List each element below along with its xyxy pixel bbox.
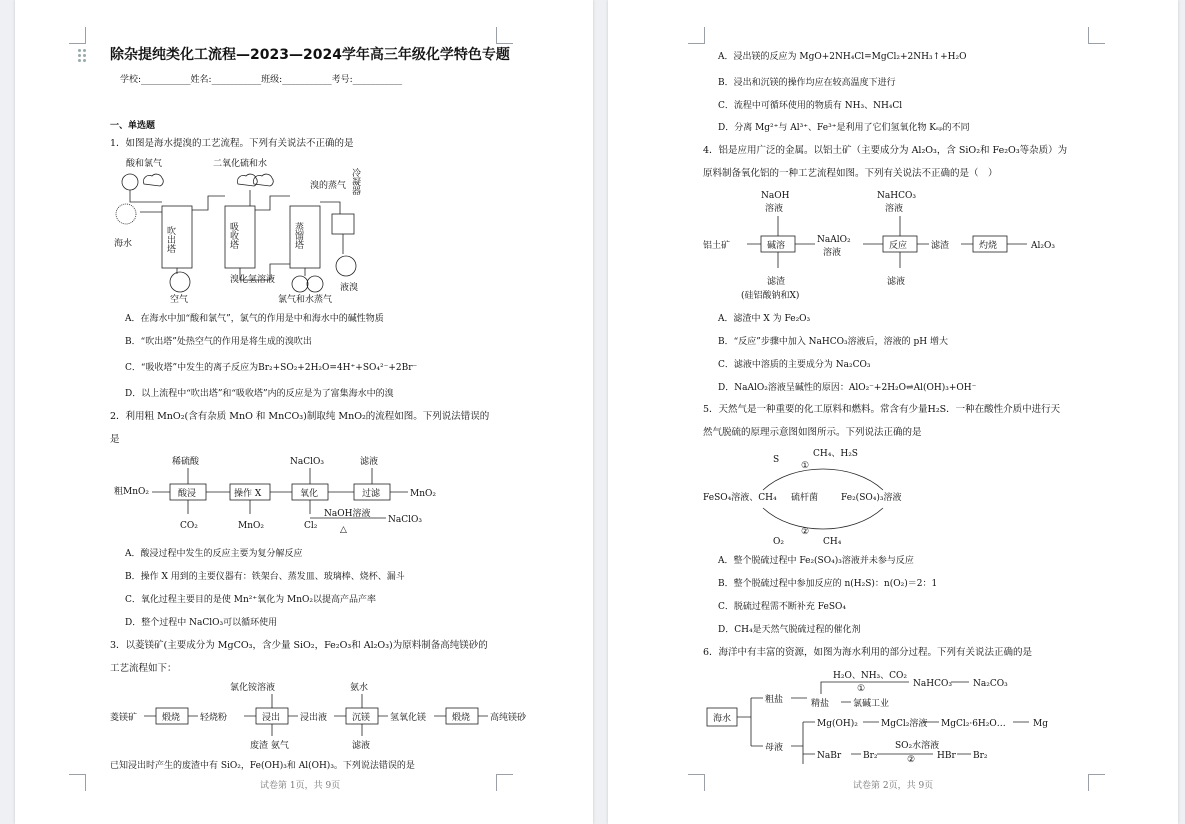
label-residue-2b: (硅铝酸钠和X) bbox=[741, 291, 800, 301]
label-nahco3: NaHCO₃ bbox=[913, 679, 952, 689]
q2-option-a: A．酸浸过程中发生的反应主要为复分解反应 bbox=[125, 549, 303, 559]
label-br-steam: 溴的蒸气 bbox=[310, 181, 347, 191]
label-nabr: NaBr bbox=[817, 751, 842, 761]
label-nahco3: NaHCO₃ bbox=[877, 191, 916, 201]
label-residue-2: 滤渣 bbox=[767, 277, 786, 287]
label-crude-salt: 粗盐 bbox=[765, 695, 784, 705]
q3-diagram bbox=[110, 678, 530, 754]
box-calcine-2: 煅烧 bbox=[452, 713, 471, 723]
q2-option-c: C．氧化过程主要目的是使 Mn²⁺氧化为 MnO₂以提高产品产率 bbox=[125, 595, 376, 605]
q3-option-d: D．分离 Mg²⁺与 Al³⁺、Fe³⁺是利用了它们氢氧化物 Kₛₚ的不同 bbox=[718, 123, 970, 133]
q2-diagram bbox=[110, 452, 455, 540]
crop-mark bbox=[688, 774, 705, 791]
page-footer: 试卷第 2页，共 9页 bbox=[853, 781, 934, 791]
label-waste: 废渣 氨气 bbox=[250, 741, 289, 751]
page-footer: 试卷第 1页，共 9页 bbox=[260, 781, 341, 791]
crop-mark bbox=[496, 27, 513, 44]
label-mother: 母液 bbox=[765, 743, 784, 753]
q5-option-d: D．CH₄是天然气脱硫过程的催化剂 bbox=[718, 625, 861, 635]
label-ammonia: 氨水 bbox=[350, 683, 369, 693]
box-acid-leach: 酸浸 bbox=[178, 489, 197, 499]
q5-option-b: B．整个脱硫过程中参加反应的 n(H₂S)：n(O₂)＝2：1 bbox=[718, 579, 938, 589]
label-br2: Br₂ bbox=[863, 751, 878, 761]
label-leachate: 浸出液 bbox=[300, 713, 328, 723]
bottle-icon bbox=[122, 174, 138, 190]
label-acid-chlorine: 酸和氯气 bbox=[126, 159, 163, 169]
q1-option-b: B．“吹出塔”处热空气的作用是将生成的溴吹出 bbox=[125, 337, 312, 347]
label-liquid-br: 液溴 bbox=[340, 283, 359, 293]
q3-option-a: A．浸出镁的反应为 MgO+2NH₄Cl=MgCl₂+2NH₃↑+H₂O bbox=[718, 52, 967, 62]
label-chloralkali: 氯碱工业 bbox=[853, 699, 890, 709]
label-al2o3: Al₂O₃ bbox=[1031, 241, 1055, 251]
label-mgoh2: Mg(OH)₂ bbox=[817, 719, 858, 729]
box-op-x: 操作 X bbox=[234, 489, 262, 499]
cloud-icon bbox=[143, 174, 163, 186]
crop-mark bbox=[69, 774, 86, 791]
label-circle-1: ① bbox=[857, 684, 866, 694]
label-br2b: Br₂ bbox=[973, 751, 988, 761]
drag-handle-icon[interactable] bbox=[78, 49, 88, 63]
label-so2: SO₂水溶液 bbox=[895, 741, 940, 751]
label-naalo2-sol: 溶液 bbox=[823, 248, 842, 258]
label-mgcl2h2o: MgCl₂·6H₂O… bbox=[941, 719, 1006, 729]
crop-mark bbox=[1088, 774, 1105, 791]
label-mgoh: 氢氧化镁 bbox=[390, 713, 427, 723]
page-2 bbox=[608, 0, 1178, 824]
label-filtrate: 滤液 bbox=[360, 457, 379, 467]
crop-mark bbox=[496, 774, 513, 791]
seawater-icon bbox=[116, 204, 136, 224]
label-naclo3: NaClO₃ bbox=[290, 457, 324, 467]
cloud-icon bbox=[253, 174, 273, 186]
label-filtrate: 滤液 bbox=[887, 277, 906, 287]
q1-option-c: C．“吸收塔”中发生的离子反应为Br₂+SO₂+2H₂O=4H⁺+SO₄²⁻+2Br⁻ bbox=[125, 363, 418, 373]
label-product: 高纯镁砂 bbox=[490, 713, 527, 723]
q3-tail: 已知浸出时产生的废渣中有 SiO₂，Fe(OH)₃和 Al(OH)₃。下列说法错误的是 bbox=[110, 761, 415, 771]
box-leach: 浸出 bbox=[262, 713, 281, 723]
q5-option-a: A．整个脱硫过程中 Fe₂(SO₄)₃溶液并未参与反应 bbox=[718, 556, 914, 566]
label-circle-2: ② bbox=[801, 527, 810, 537]
label-right: Fe₂(SO₄)₃溶液 bbox=[841, 493, 902, 503]
label-heat: △ bbox=[340, 525, 347, 535]
label-circle-1: ① bbox=[801, 461, 810, 471]
label-light-powder: 轻烧粉 bbox=[200, 713, 228, 723]
label-naoh-sol: 溶液 bbox=[765, 204, 784, 214]
crop-mark bbox=[69, 27, 86, 44]
label-s: S bbox=[773, 455, 780, 465]
box-oxidize: 氧化 bbox=[300, 489, 319, 499]
label-so2-water: 二氧化硫和水 bbox=[213, 159, 268, 169]
label-mgcl2: MgCl₂溶液 bbox=[881, 719, 928, 729]
label-product: MnO₂ bbox=[410, 489, 436, 499]
label-residue: 滤渣 bbox=[931, 241, 950, 251]
label-co2: CO₂ bbox=[180, 521, 198, 531]
q5-stem: 5．天然气是一种重要的化工原料和燃料。常含有少量H₂S．一种在酸性介质中进行天 bbox=[703, 404, 1061, 415]
label-dilute-acid: 稀硫酸 bbox=[172, 457, 200, 467]
label-na2co3: Na₂CO₃ bbox=[973, 679, 1008, 689]
q3-option-b: B．浸出和沉镁的操作均应在较高温度下进行 bbox=[718, 78, 896, 88]
label-o2: O₂ bbox=[773, 537, 784, 547]
box-burn: 灼烧 bbox=[979, 241, 998, 251]
q1-option-a: A．在海水中加“酸和氯气”，氯气的作用是中和海水中的碱性物质 bbox=[125, 314, 384, 324]
q4-option-a: A．滤渣中 X 为 Fe₂O₃ bbox=[718, 314, 811, 324]
student-info: 学校:___________姓名:___________班级:___________考号:___________ bbox=[120, 75, 403, 85]
q5-stem-cont: 然气脱硫的原理示意图如图所示。下列说法正确的是 bbox=[703, 427, 922, 438]
q3-stem: 3．以菱镁矿(主要成分为 MgCO₃，含少量 SiO₂，Fe₂O₃和 Al₂O₃)为原料制备高纯镁砂的 bbox=[110, 640, 488, 651]
q6-diagram bbox=[703, 664, 1083, 764]
q4-diagram bbox=[703, 186, 1073, 304]
q1-option-d: D．以上流程中“吹出塔”和“吸收塔”内的反应是为了富集海水中的溴 bbox=[125, 389, 394, 399]
box-calcine: 煅烧 bbox=[162, 713, 181, 723]
label-air: 空气 bbox=[170, 295, 189, 305]
q4-option-c: C．滤液中溶质的主要成分为 Na₂CO₃ bbox=[718, 360, 871, 370]
label-naalo2: NaAlO₂ bbox=[817, 235, 851, 245]
section-heading: 一、单选题 bbox=[110, 121, 156, 131]
label-ch4-h2s: CH₄、H₂S bbox=[813, 449, 858, 459]
label-left: FeSO₄溶液、CH₄ bbox=[703, 493, 777, 503]
q2-stem-cont: 是 bbox=[110, 434, 120, 445]
crop-mark bbox=[688, 27, 705, 44]
label-naoh: NaOH溶液 bbox=[324, 509, 371, 519]
label-naclo3-out: NaClO₃ bbox=[388, 515, 422, 525]
label-nh4cl: 氯化铵溶液 bbox=[230, 683, 276, 693]
q2-option-b: B．操作 X 用到的主要仪器有：铁架台、蒸发皿、玻璃棒、烧杯、漏斗 bbox=[125, 572, 405, 582]
q1-stem: 1．如图是海水提溴的工艺流程。下列有关说法不正确的是 bbox=[110, 138, 354, 149]
distill-tower: 蒸馏塔 bbox=[293, 222, 303, 249]
box-react: 反应 bbox=[889, 241, 908, 251]
q6-stem: 6．海洋中有丰富的资源，如图为海水利用的部分过程。下列有关说法正确的是 bbox=[703, 647, 1033, 658]
q4-stem: 4．铝是应用广泛的金属。以铝土矿（主要成分为 Al₂O₃，含 SiO₂和 Fe₂O₃等杂质）为 bbox=[703, 145, 1068, 156]
label-seawater: 海水 bbox=[114, 239, 133, 249]
box-precip: 沉镁 bbox=[352, 713, 371, 723]
label-ore: 铝土矿 bbox=[703, 241, 731, 251]
air-icon bbox=[170, 272, 190, 292]
label-nahco3-sol: 溶液 bbox=[885, 204, 904, 214]
label-mg: Mg bbox=[1033, 719, 1048, 729]
crop-mark bbox=[1088, 27, 1105, 44]
q3-stem-cont: 工艺流程如下： bbox=[110, 663, 177, 674]
q3-option-c: C．流程中可循环使用的物质有 NH₃、NH₄Cl bbox=[718, 101, 903, 111]
q5-diagram bbox=[703, 444, 1023, 548]
label-mno2-out: MnO₂ bbox=[238, 521, 264, 531]
q5-option-c: C．脱硫过程需不断补充 FeSO₄ bbox=[718, 602, 846, 612]
label-circle-2: ② bbox=[907, 755, 916, 764]
label-refined: 精盐 bbox=[811, 699, 830, 709]
q2-option-d: D．整个过程中 NaClO₃可以循环使用 bbox=[125, 618, 278, 628]
label-cl2: Cl₂ bbox=[304, 521, 318, 531]
label-naoh: NaOH bbox=[761, 191, 790, 201]
label-bacteria: 硫杆菌 bbox=[791, 493, 819, 503]
absorb-tower: 吸收塔 bbox=[228, 222, 238, 249]
label-seawater: 海水 bbox=[713, 714, 732, 724]
label-reagents: H₂O、NH₃、CO₂ bbox=[833, 671, 908, 681]
q4-option-b: B．“反应”步骤中加入 NaHCO₃溶液后，溶液的 pH 增大 bbox=[718, 337, 948, 347]
box-filter: 过滤 bbox=[362, 489, 381, 499]
q4-option-d: D．NaAlO₂溶液呈碱性的原因：AlO₂⁻+2H₂O⇌Al(OH)₃+OH⁻ bbox=[718, 383, 977, 393]
doc-title: 除杂提纯类化工流程—2023—2024学年高三年级化学特色专题 bbox=[110, 47, 510, 63]
label-ch4: CH₄ bbox=[823, 537, 842, 547]
label-crude-mno2: 粗MnO₂ bbox=[114, 487, 149, 497]
label-ore: 菱镁矿 bbox=[110, 713, 138, 723]
label-filtrate: 滤液 bbox=[352, 741, 371, 751]
q1-diagram bbox=[110, 154, 370, 306]
label-cl-steam: 氯气和水蒸气 bbox=[278, 295, 333, 305]
q2-stem: 2．利用粗 MnO₂(含有杂质 MnO 和 MnCO₃)制取纯 MnO₂的流程如图。下列说法错误的 bbox=[110, 411, 490, 422]
q4-stem-cont: 原料制备氧化铝的一种工艺流程如图。下列有关说法不正确的是（ ） bbox=[703, 168, 998, 179]
label-condenser: 冷凝器 bbox=[350, 168, 360, 195]
blow-tower: 吹出塔 bbox=[165, 226, 175, 253]
label-hbr: HBr bbox=[937, 751, 956, 761]
label-hbr-solution: 溴化氢溶液 bbox=[230, 275, 276, 285]
page-1 bbox=[15, 0, 593, 824]
box-alkali: 碱溶 bbox=[767, 241, 786, 251]
